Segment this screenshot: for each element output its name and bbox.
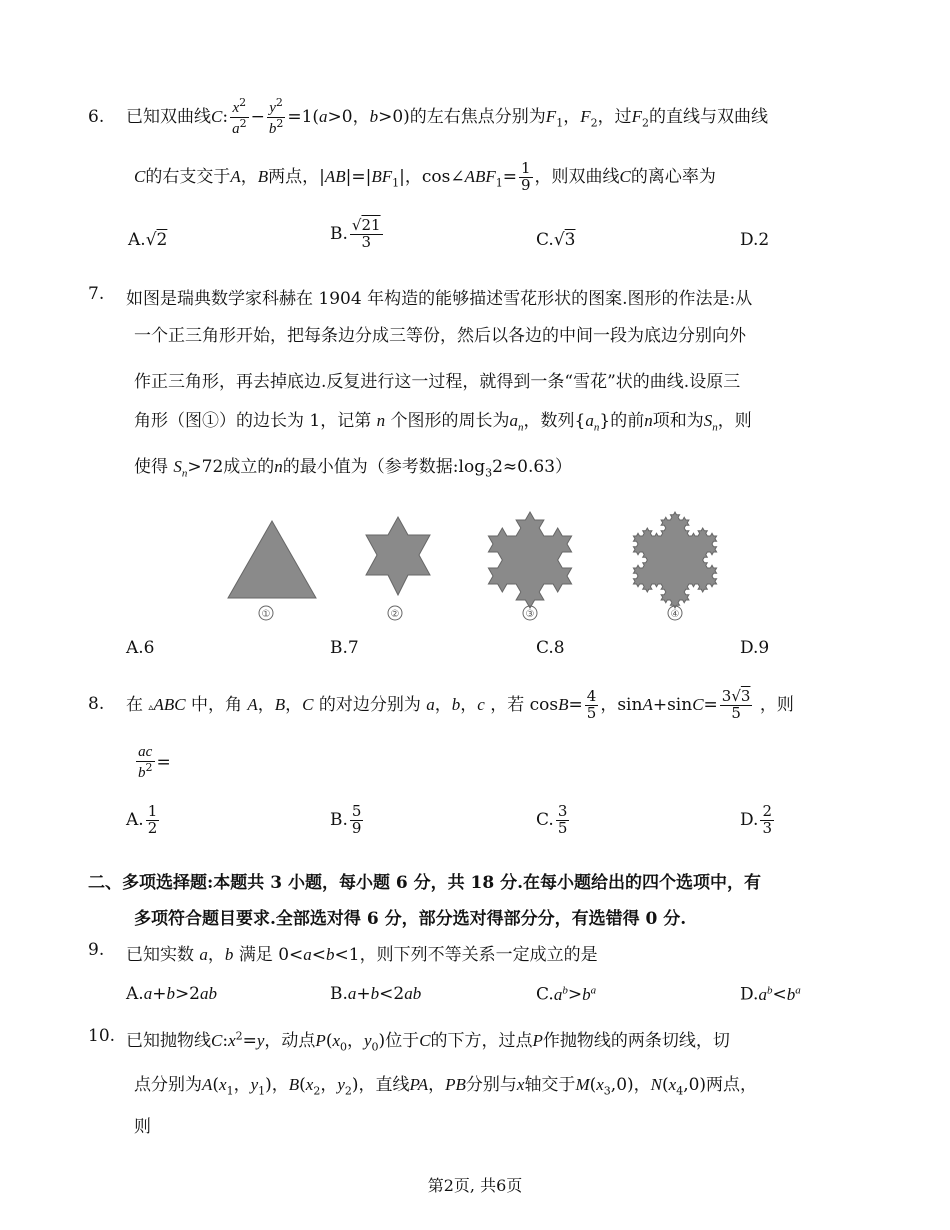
q7-line3: 作正三角形，再去掉底边.反复进行这一过程，就得到一条“雪花”状的曲线.设原三 (134, 372, 741, 392)
figure-2-label: ② (390, 609, 400, 620)
figure-4-snowflake (633, 512, 716, 608)
q7-option-b: B.7 (330, 638, 359, 658)
figure-3-label: ③ (525, 609, 535, 620)
q9-option-a: A.a+b>2ab (126, 984, 217, 1004)
q8-number: 8. (88, 694, 105, 714)
figure-1-label: ① (261, 609, 271, 620)
page-footer: 第2页, 共6页 (427, 1176, 523, 1195)
q7-option-a: A.6 (126, 638, 155, 658)
q6-option-b: B. $\frac{√21}{3}$ (330, 216, 381, 251)
q8-line2: $\frac{ac}{b^2}$ = (138, 744, 171, 781)
q6-number: 6. (88, 107, 105, 127)
figure-2-star (366, 517, 430, 595)
q8-option-d: D. $\frac{2}{3}$ (740, 802, 772, 837)
section2-heading-line2: 多项符合题目要求.全部选对得 6 分，部分选对得部分分，有选错得 0 分. (134, 909, 687, 929)
q8-line1: 在 ▵ABC 中，角 A，B，C 的对边分别为 a，b，c ，若 cosB= $\frac{4}{5}$ ，sinA+sinC= $\frac{3√3}{5}$ ，则 (126, 687, 794, 722)
q7-option-c: C.8 (536, 638, 565, 658)
figure-4-label: ④ (670, 609, 680, 620)
q8-option-b: B. $\frac{5}{9}$ (330, 802, 362, 837)
figure-1-triangle (228, 521, 316, 598)
q7-line1: 如图是瑞典数学家科赫在 1904 年构造的能够描述雪花形状的图案.图形的作法是:从 (126, 289, 753, 309)
figure-3-snowflake (488, 512, 571, 608)
q9-option-b: B.a+b<2ab (330, 984, 422, 1004)
q6-option-d: D.2 (740, 230, 770, 250)
q7-number: 7. (88, 284, 105, 304)
q7-line5: 使得 $S_n>72$成立的n的最小值为（参考数据$:\log_32\approx 0.63$） (134, 457, 573, 480)
q7-option-d: D.9 (740, 638, 770, 658)
q10-line1: 已知抛物线$C:x^2=y$，动点$P(x_0$，$y_0$)位于C的下方，过点P作抛物线的两条切线，切 (126, 1029, 730, 1054)
q10-line3: 则 (134, 1117, 151, 1137)
q6-option-c: C.√3 (536, 230, 576, 250)
q8-option-a: A. $\frac{1}{2}$ (126, 802, 158, 837)
q9-number: 9. (88, 940, 105, 960)
q9-line1: 已知实数 a，b 满足 0<a<b<1，则下列不等关系一定成立的是 (126, 945, 598, 965)
koch-figures (220, 505, 740, 630)
q7-line2: 一个正三角形开始，把每条边分成三等份，然后以各边的中间一段为底边分别向外 (134, 326, 746, 346)
q9-option-d: $D.a^b<b^a$ (740, 984, 801, 1005)
q10-line2: 点分别为$A(x_1$，$y_1$)，$B(x_2$，$y_2$)，直线PA，PB分别与x轴交于$M(x_3,0)$，$N(x_4,0)$两点， (134, 1075, 758, 1098)
q6-line2: C的右支交于A，B两点，$|AB|=|BF_1|$，$\cos\angle ABF_1=$ $\frac{1}{9}$ ，则双曲线C的离心率为 (134, 159, 716, 194)
q6-line1: 已知双曲线C: $\frac{x^2}{a^2}$ − $\frac{y^2}{b^2}$ =1(a>0，b>0)的左右焦点分别为$F_1$，$F_2$，过$F_2$的直线与双曲线 (126, 96, 768, 137)
q9-option-c: $C.a^b>b^a$ (536, 984, 597, 1005)
q8-option-c: C. $\frac{3}{5}$ (536, 802, 568, 837)
section2-heading-line1: 二、多项选择题:本题共 3 小题，每小题 6 分，共 18 分.在每小题给出的四个选项中，有 (88, 873, 762, 893)
q7-line4: 角形（图①）的边长为 1，记第 n 个图形的周长为$a_n$，数列$\{a_n\}$的前n项和为$S_n$，则 (134, 411, 752, 434)
q10-number: 10. (88, 1026, 116, 1046)
q6-option-a: A.√2 (128, 230, 168, 250)
